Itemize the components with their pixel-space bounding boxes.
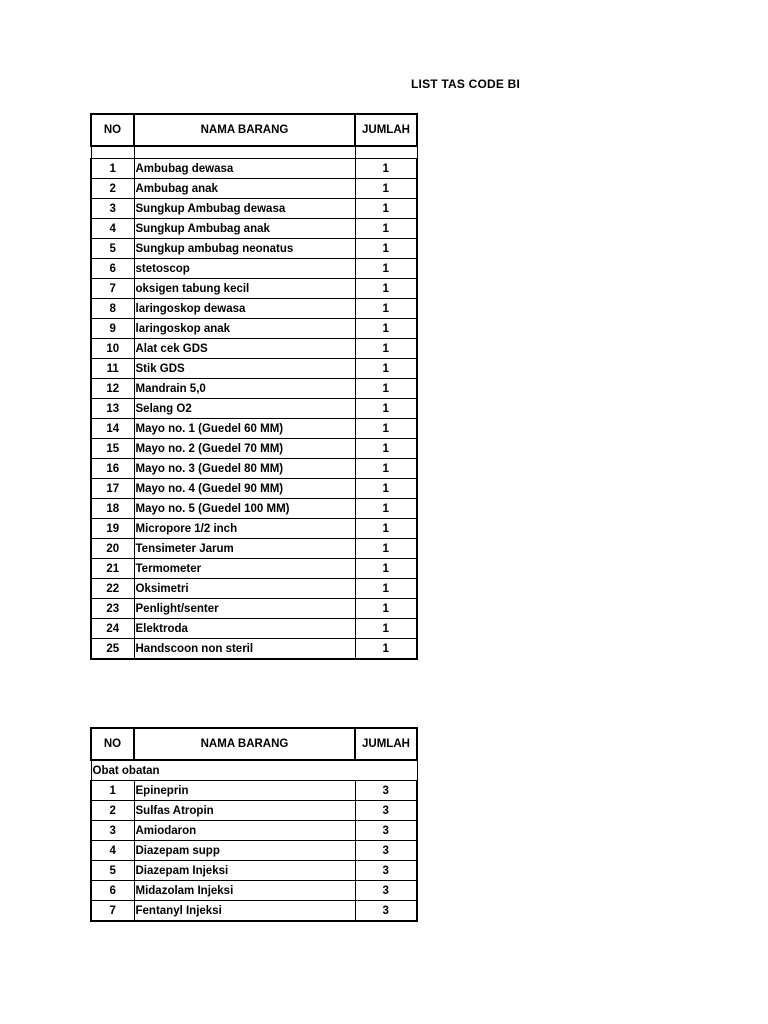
row-number: 11 <box>91 359 134 379</box>
column-header-no: NO <box>91 728 134 760</box>
table-row <box>91 339 417 359</box>
item-quantity: 3 <box>355 781 417 801</box>
table-row <box>91 579 417 599</box>
item-name: Mayo no. 5 (Guedel 100 MM) <box>134 499 355 519</box>
group-row <box>91 760 417 781</box>
row-number: 19 <box>91 519 134 539</box>
table-row <box>91 781 417 801</box>
table-row <box>91 881 417 901</box>
item-quantity: 1 <box>355 559 417 579</box>
table-row <box>91 439 417 459</box>
item-quantity: 1 <box>355 279 417 299</box>
item-quantity: 3 <box>355 821 417 841</box>
item-quantity: 1 <box>355 439 417 459</box>
item-name: Fentanyl Injeksi <box>134 901 355 922</box>
table-row <box>91 901 417 922</box>
table-row <box>91 219 417 239</box>
item-name: Micropore 1/2 inch <box>134 519 355 539</box>
item-quantity: 1 <box>355 399 417 419</box>
item-quantity: 1 <box>355 579 417 599</box>
row-number: 18 <box>91 499 134 519</box>
item-name: Mayo no. 4 (Guedel 90 MM) <box>134 479 355 499</box>
item-name: Mayo no. 1 (Guedel 60 MM) <box>134 419 355 439</box>
item-name: Selang O2 <box>134 399 355 419</box>
row-number: 5 <box>91 861 134 881</box>
item-quantity: 1 <box>355 639 417 660</box>
item-quantity: 1 <box>355 199 417 219</box>
item-quantity: 3 <box>355 881 417 901</box>
item-quantity: 1 <box>355 239 417 259</box>
table-row <box>91 599 417 619</box>
table-row <box>91 159 417 179</box>
row-number: 7 <box>91 279 134 299</box>
item-name: Sungkup ambubag neonatus <box>134 239 355 259</box>
row-number: 21 <box>91 559 134 579</box>
row-number: 25 <box>91 639 134 660</box>
item-name: Epineprin <box>134 781 355 801</box>
table-row <box>91 479 417 499</box>
item-name: stetoscop <box>134 259 355 279</box>
row-number: 15 <box>91 439 134 459</box>
item-name: Handscoon non steril <box>134 639 355 660</box>
row-number: 2 <box>91 801 134 821</box>
table-row <box>91 299 417 319</box>
table-row <box>91 179 417 199</box>
item-quantity: 1 <box>355 179 417 199</box>
table-row <box>91 559 417 579</box>
row-number: 23 <box>91 599 134 619</box>
row-number: 7 <box>91 901 134 922</box>
item-quantity: 1 <box>355 159 417 179</box>
item-name: Ambubag dewasa <box>134 159 355 179</box>
row-number: 4 <box>91 841 134 861</box>
table-row <box>91 279 417 299</box>
table-row <box>91 499 417 519</box>
row-number: 2 <box>91 179 134 199</box>
column-header-name: NAMA BARANG <box>134 728 355 760</box>
table-row <box>91 821 417 841</box>
row-number: 12 <box>91 379 134 399</box>
item-name: Alat cek GDS <box>134 339 355 359</box>
item-quantity: 1 <box>355 539 417 559</box>
item-name: Mandrain 5,0 <box>134 379 355 399</box>
row-number: 3 <box>91 199 134 219</box>
table-row <box>91 619 417 639</box>
row-number: 10 <box>91 339 134 359</box>
item-quantity: 1 <box>355 499 417 519</box>
row-number: 8 <box>91 299 134 319</box>
item-name: laringoskop anak <box>134 319 355 339</box>
item-name: Diazepam Injeksi <box>134 861 355 881</box>
table-row <box>91 539 417 559</box>
table-row <box>91 259 417 279</box>
row-number: 14 <box>91 419 134 439</box>
item-name: Termometer <box>134 559 355 579</box>
item-quantity: 1 <box>355 459 417 479</box>
table-row <box>91 199 417 219</box>
item-name: Penlight/senter <box>134 599 355 619</box>
table-row <box>91 639 417 660</box>
row-number: 16 <box>91 459 134 479</box>
item-quantity: 1 <box>355 359 417 379</box>
item-name: Diazepam supp <box>134 841 355 861</box>
item-quantity: 1 <box>355 479 417 499</box>
table-row <box>91 379 417 399</box>
item-quantity: 1 <box>355 519 417 539</box>
row-number: 3 <box>91 821 134 841</box>
row-number: 1 <box>91 781 134 801</box>
item-quantity: 1 <box>355 599 417 619</box>
row-number: 6 <box>91 881 134 901</box>
item-name: Elektroda <box>134 619 355 639</box>
item-quantity: 1 <box>355 219 417 239</box>
row-number: 9 <box>91 319 134 339</box>
item-quantity: 3 <box>355 901 417 922</box>
table-header-row <box>91 728 417 760</box>
table-row <box>91 239 417 259</box>
table-row <box>91 419 417 439</box>
item-name: Sungkup Ambubag dewasa <box>134 199 355 219</box>
row-number: 17 <box>91 479 134 499</box>
item-name: Sulfas Atropin <box>134 801 355 821</box>
row-number: 1 <box>91 159 134 179</box>
page-title: LIST TAS CODE BI <box>411 77 520 91</box>
column-header-name: NAMA BARANG <box>134 114 355 146</box>
table-row <box>91 801 417 821</box>
table-row <box>91 399 417 419</box>
item-quantity: 1 <box>355 259 417 279</box>
column-header-qty: JUMLAH <box>355 728 417 760</box>
column-header-qty: JUMLAH <box>355 114 417 146</box>
item-name: Ambubag anak <box>134 179 355 199</box>
item-name: Midazolam Injeksi <box>134 881 355 901</box>
item-name: Tensimeter Jarum <box>134 539 355 559</box>
equipment-table <box>90 113 418 660</box>
row-number: 5 <box>91 239 134 259</box>
item-quantity: 1 <box>355 619 417 639</box>
medicine-table <box>90 727 418 922</box>
spacer-row <box>91 146 417 159</box>
item-quantity: 1 <box>355 379 417 399</box>
item-name: Mayo no. 2 (Guedel 70 MM) <box>134 439 355 459</box>
table-row <box>91 861 417 881</box>
row-number: 13 <box>91 399 134 419</box>
row-number: 22 <box>91 579 134 599</box>
item-name: Mayo no. 3 (Guedel 80 MM) <box>134 459 355 479</box>
item-name: Sungkup Ambubag anak <box>134 219 355 239</box>
table-row <box>91 319 417 339</box>
table-header-row <box>91 114 417 146</box>
item-name: Stik GDS <box>134 359 355 379</box>
item-quantity: 1 <box>355 339 417 359</box>
item-quantity: 3 <box>355 861 417 881</box>
item-quantity: 1 <box>355 419 417 439</box>
item-quantity: 1 <box>355 319 417 339</box>
table-row <box>91 841 417 861</box>
item-name: Oksimetri <box>134 579 355 599</box>
item-name: laringoskop dewasa <box>134 299 355 319</box>
row-number: 20 <box>91 539 134 559</box>
item-quantity: 3 <box>355 841 417 861</box>
item-name: Amiodaron <box>134 821 355 841</box>
table-row <box>91 459 417 479</box>
row-number: 4 <box>91 219 134 239</box>
table-row <box>91 359 417 379</box>
group-label: Obat obatan <box>91 760 417 781</box>
row-number: 6 <box>91 259 134 279</box>
row-number: 24 <box>91 619 134 639</box>
item-quantity: 3 <box>355 801 417 821</box>
item-quantity: 1 <box>355 299 417 319</box>
item-name: oksigen tabung kecil <box>134 279 355 299</box>
table-row <box>91 519 417 539</box>
column-header-no: NO <box>91 114 134 146</box>
